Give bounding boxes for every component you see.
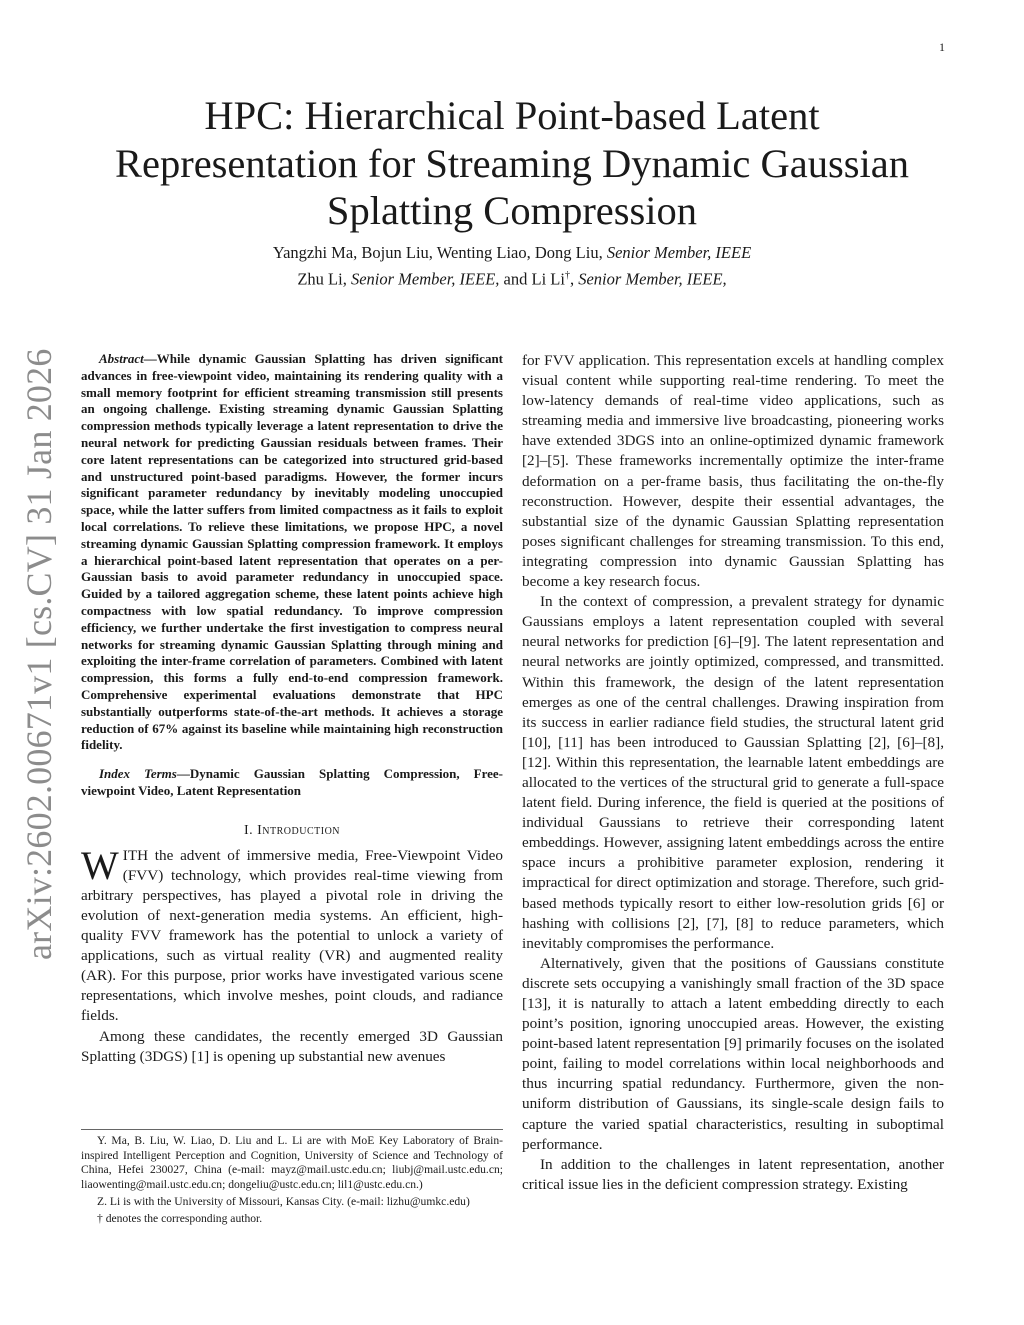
index-terms-dash: — [176, 766, 190, 782]
author-line [90, 241, 934, 264]
index-terms-text: Dynamic Gaussian Splatting Compression, Free-viewpoint Video, Latent Representation [81, 766, 503, 798]
footnote: Z. Li is with the University of Missouri, Kansas City. (e-mail: lizhu@umkc.edu) [97, 1194, 470, 1208]
intro-paragraph-text: ITH the advent of immersive media, Free-Viewpoint Video (FVV) technology, which provides real-time viewing from arbitrary perspectives, has played a pivotal role in driving the evolution of next-generation media systems. An efficient, high-quality FVV framework has the potential to unlock a variety of applications, such as virtual reality (VR) and augmented reality (AR). For this purpose, prior works have investigated various scene representations, which involve meshes, point clouds, and radiance fields. [81, 846, 503, 1025]
dagger-mark: † [564, 270, 570, 281]
section-heading: I. Introduction [243, 822, 341, 838]
author-list [90, 241, 934, 291]
footnote: † denotes the corresponding author. [97, 1211, 263, 1225]
drop-cap: W [81, 842, 119, 888]
paper-title [90, 92, 934, 235]
intro-paragraph: Among these candidates, the recently emerged 3D Gaussian Splatting (3DGS) [1] is opening up substantial new avenues [81, 1027, 503, 1065]
index-terms-lead: Index Terms [99, 766, 177, 782]
left-column [81, 351, 503, 1067]
author-role: Senior Member, IEEE, [350, 269, 500, 289]
index-terms [81, 766, 503, 800]
body-paragraph: for FVV application. This representation excels at handling complex visual content while supporting real-time rendering. To meet the low-latency demands of real-time video applications, such as streaming media and immersive live broadcasting, pioneering works have extended 3DGS into an online-optimized dynamic framework [2]–[5]. These frameworks incrementally optimize the inter-frame deformation on a per-frame basis, thus facilitating the on-the-fly reconstruction. However, despite their essential advantages, the substantial size of the dynamic Gaussian Splatting representation poses significant challenges for streaming transmission. To this end, integrating compression into dynamic Gaussian Splatting has become a key research focus. [522, 352, 944, 591]
abstract-dash: — [143, 351, 157, 366]
title-line: HPC: Hierarchical Point-based Latent [204, 93, 820, 138]
author-role: Senior Member, IEEE, [578, 269, 727, 289]
author-role: Senior Member, IEEE [606, 243, 752, 262]
intro-paragraph [81, 842, 503, 1027]
abstract-lead: Abstract [99, 351, 144, 366]
author-line: Zhu Li, Senior Member, IEEE, and Li Li†, Senior Member, IEEE, [297, 269, 727, 289]
author-names: and Li Li [503, 269, 565, 289]
footnotes [81, 1129, 503, 1228]
body-paragraph: In the context of compression, a prevalent strategy for dynamic Gaussians employs a latent representation coupled with several neural networks for prediction [6]–[9]. The latent representation and neural networks are jointly optimized, compressed, and transmitted. Within this framework, the design of the latent representation emerges as one of the central challenges. Drawing inspiration from its success in earlier radiance field studies, the structural latent grid [10], [11] has been introduced to Gaussian Splatting [2], [6]–[8], [12]. Within this representation, the learnable latent embeddings are allocated to the vertices of the structural grid to generate a full-space latent field. During inference, the field is queried at the positions of individual Gaussians to retrieve their corresponding latent embeddings. However, assigning latent embeddings across the entire space incurs a prohibitive parameter explosion, rendering it impractical for direct optimization and storage. Therefore, such grid-based methods typically resort to either low-resolution grids [6] or hashing with collisions [2], [7], [8] to reduce parameters, which inevitably compromises the performance. [522, 593, 944, 952]
title-line: Representation for Streaming Dynamic Gaussian [114, 140, 910, 186]
title-line: Splatting Compression [326, 188, 698, 233]
body-paragraph: In addition to the challenges in latent representation, another critical issue lies in the deficient compression strategy. Existing [522, 1155, 944, 1193]
footnote: Y. Ma, B. Liu, W. Liao, D. Liu and L. Li are with MoE Key Laboratory of Brain-inspired Intelligent Perception and Cognition, University of Science and Technology of China, Hefei 230027, China (e-mail: mayz@mail.ustc.edu.cn; liubj@mail.ustc.edu.cn; liaowenting@mail.ustc.edu.cn; dongeliu@ustc.edu.cn; lil1@ustc.edu.cn.) [81, 1134, 503, 1192]
abstract [81, 351, 503, 754]
body-paragraph: Alternatively, given that the positions of Gaussians constitute discrete sets occupying a vanishingly small fraction of the 3D space [13], it is naturally to attach a latent embedding directly to each point’s position, ignoring unoccupied areas. However, the existing point-based latent representation [9] primarily focuses on the isolated point, failing to model correlations within local neighborhoods and thus incurring spatial redundancy. Furthermore, given the non-uniform distribution of Gaussians, its single-scale design fails to capture the varied spatial characteristics, resulting in suboptimal performance. [522, 954, 944, 1153]
author-names: Yangzhi Ma, Bojun Liu, Wenting Liao, Dong Liu, [272, 243, 603, 262]
arxiv-stamp: arXiv:2602.00671v1 [cs.CV] 31 Jan 2026 [19, 348, 59, 960]
abstract-text: While dynamic Gaussian Splatting has driven significant advances in free-viewpoint video, maintaining its rendering quality with a small memory footprint for efficient streaming transmission still presents an ongoing challenge. Existing streaming dynamic Gaussian Splatting compression methods typically leverage a latent representation to drive the neural network for predicting Gaussian residuals between frames. Their core latent representations can be categorized into structured grid-based and unstructured point-based paradigms. However, the former incurs significant parameter redundancy by inevitably modeling unoccupied space, while the latter suffers from limited compactness as it fails to exploit local correlations. To relieve these limitations, we propose HPC, a novel streaming dynamic Gaussian Splatting compression framework. It employs a hierarchical point-based latent representation that operates on a per-Gaussian basis to avoid parameter redundancy in unoccupied space. Guided by a tailored aggregation scheme, these latent points achieve high compactness with low spatial redundancy. To improve compression efficiency, we further undertake the first investigation to compress neural networks for streaming dynamic Gaussian Splatting through mining and exploiting the inter-frame correlation of parameters. Combined with latent compression, this forms a fully end-to-end compression framework. Comprehensive experimental evaluations demonstrate that HPC substantially outperforms state-of-the-art methods. It achieves a storage reduction of 67% against its baseline while maintaining high reconstruction fidelity. [81, 351, 503, 753]
page-number: 1 [939, 40, 945, 54]
right-column [522, 351, 944, 1195]
author-names: Zhu Li, [297, 269, 347, 289]
